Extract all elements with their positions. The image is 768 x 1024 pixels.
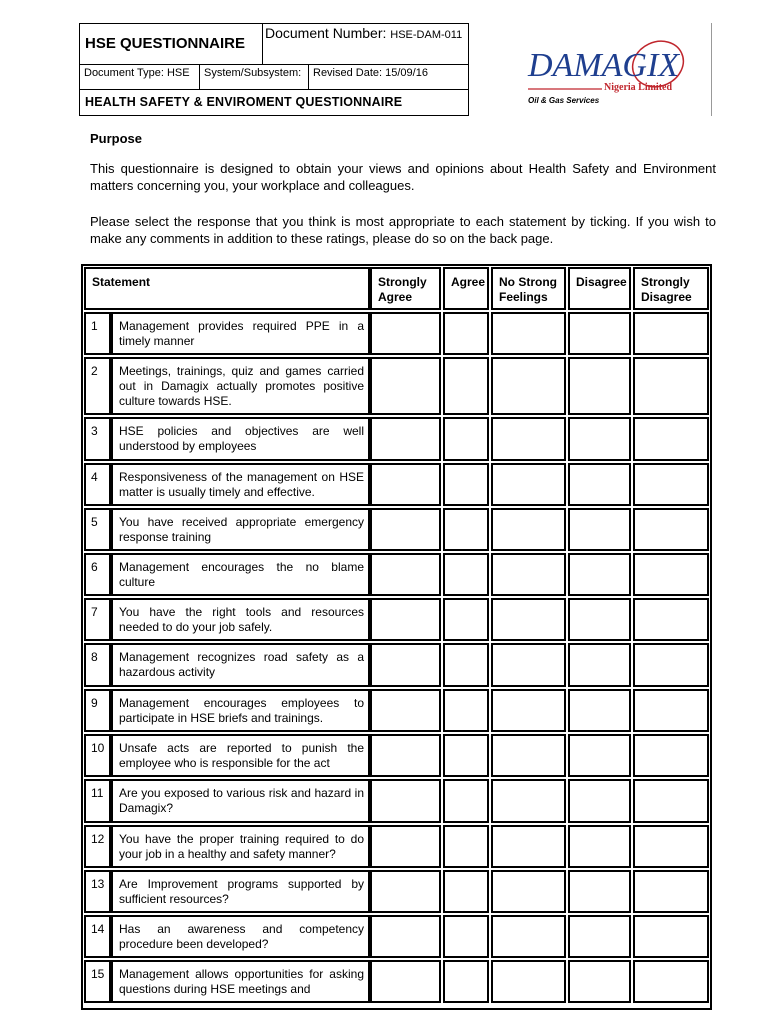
response-cell[interactable] <box>491 463 566 506</box>
statement-text: Management provides required PPE in a timely manner <box>111 312 370 355</box>
response-cell[interactable] <box>443 825 489 868</box>
response-cell[interactable] <box>370 417 441 461</box>
column-header: Strongly Disagree <box>633 267 709 310</box>
divider <box>308 64 309 89</box>
logo-subtitle: Nigeria Limited <box>604 82 673 93</box>
response-cell[interactable] <box>633 825 709 868</box>
response-cell[interactable] <box>568 689 631 732</box>
response-cell[interactable] <box>568 915 631 958</box>
system-subsystem: System/Subsystem: <box>204 67 302 79</box>
revised-date: Revised Date: 15/09/16 <box>313 67 428 79</box>
document-title: HSE QUESTIONNAIRE <box>85 35 246 52</box>
response-cell[interactable] <box>370 960 441 1003</box>
response-cell[interactable] <box>491 553 566 596</box>
response-cell[interactable] <box>443 463 489 506</box>
response-cell[interactable] <box>633 463 709 506</box>
response-cell[interactable] <box>568 870 631 913</box>
statement-text: Are you exposed to various risk and hazard in Damagix? <box>111 779 370 823</box>
row-number: 8 <box>84 643 111 687</box>
response-cell[interactable] <box>370 779 441 823</box>
response-cell[interactable] <box>443 689 489 732</box>
response-cell[interactable] <box>568 960 631 1003</box>
response-cell[interactable] <box>633 734 709 777</box>
row-number: 15 <box>84 960 111 1003</box>
row-number: 12 <box>84 825 111 868</box>
statement-text: Management encourages the no blame culture <box>111 553 370 596</box>
document-type: Document Type: HSE <box>84 67 190 79</box>
response-cell[interactable] <box>491 689 566 732</box>
column-header: Strongly Agree <box>370 267 441 310</box>
logo-tagline: Oil & Gas Services <box>528 96 600 105</box>
response-cell[interactable] <box>370 357 441 415</box>
response-cell[interactable] <box>443 915 489 958</box>
purpose-heading: Purpose <box>90 131 143 146</box>
statement-text: You have the proper training required to do your job in a healthy and safety manner? <box>111 825 370 868</box>
response-cell[interactable] <box>443 734 489 777</box>
statement-text: Meetings, trainings, quiz and games carried out in Damagix actually promotes positive culture towards HSE. <box>111 357 370 415</box>
row-number: 11 <box>84 779 111 823</box>
column-header: Disagree <box>568 267 631 310</box>
response-cell[interactable] <box>370 825 441 868</box>
purpose-paragraph-2: Please select the response that you think is most appropriate to each statement by ticking. If you wish to make any comments in addition to these ratings, please do so on the back page. <box>90 214 716 246</box>
response-cell[interactable] <box>370 598 441 641</box>
response-cell[interactable] <box>633 598 709 641</box>
response-cell[interactable] <box>443 553 489 596</box>
response-cell[interactable] <box>491 779 566 823</box>
response-cell[interactable] <box>633 312 709 355</box>
row-number: 13 <box>84 870 111 913</box>
statement-text: Has an awareness and competency procedure been developed? <box>111 915 370 958</box>
document-subtitle: HEALTH SAFETY & ENVIROMENT QUESTIONNAIRE <box>85 95 403 109</box>
response-cell[interactable] <box>443 643 489 687</box>
row-number: 14 <box>84 915 111 958</box>
statement-text: HSE policies and objectives are well understood by employees <box>111 417 370 461</box>
response-cell[interactable] <box>568 598 631 641</box>
response-cell[interactable] <box>568 312 631 355</box>
response-cell[interactable] <box>568 825 631 868</box>
response-cell[interactable] <box>633 417 709 461</box>
response-cell[interactable] <box>491 734 566 777</box>
purpose-paragraph-1: This questionnaire is designed to obtain your views and opinions about Health Safety and Environment matters concerning you, your workplace and colleagues. <box>90 161 716 193</box>
logo-name: DAMAGIX <box>528 47 680 84</box>
response-cell[interactable] <box>568 734 631 777</box>
header-row-2 <box>80 64 468 90</box>
document-number-label: Document Number: <box>265 25 387 41</box>
response-cell[interactable] <box>370 689 441 732</box>
response-cell[interactable] <box>370 312 441 355</box>
response-cell[interactable] <box>568 643 631 687</box>
response-cell[interactable] <box>491 960 566 1003</box>
document-header <box>79 23 469 116</box>
response-cell[interactable] <box>633 960 709 1003</box>
response-cell[interactable] <box>370 553 441 596</box>
row-number: 10 <box>84 734 111 777</box>
response-cell[interactable] <box>568 357 631 415</box>
response-cell[interactable] <box>370 734 441 777</box>
statement-text: Management allows opportunities for asking questions during HSE meetings and <box>111 960 370 1003</box>
response-cell[interactable] <box>568 553 631 596</box>
response-cell[interactable] <box>491 870 566 913</box>
response-cell[interactable] <box>491 643 566 687</box>
divider <box>199 64 200 89</box>
response-cell[interactable] <box>633 553 709 596</box>
header-row-1 <box>80 24 468 65</box>
response-cell[interactable] <box>370 508 441 551</box>
response-cell[interactable] <box>443 508 489 551</box>
document-number-value: HSE-DAM-011 <box>390 29 463 41</box>
response-cell[interactable] <box>443 598 489 641</box>
response-cell[interactable] <box>568 779 631 823</box>
row-number: 3 <box>84 417 111 461</box>
response-cell[interactable] <box>568 463 631 506</box>
column-header: No Strong Feelings <box>491 267 566 310</box>
response-cell[interactable] <box>443 870 489 913</box>
response-cell[interactable] <box>443 417 489 461</box>
row-number: 1 <box>84 312 111 355</box>
response-cell[interactable] <box>633 643 709 687</box>
response-cell[interactable] <box>491 417 566 461</box>
statement-text: Are Improvement programs supported by sufficient resources? <box>111 870 370 913</box>
response-cell[interactable] <box>443 960 489 1003</box>
response-cell[interactable] <box>568 508 631 551</box>
response-cell[interactable] <box>443 357 489 415</box>
row-number: 9 <box>84 689 111 732</box>
response-cell[interactable] <box>633 357 709 415</box>
statement-text: Management recognizes road safety as a hazardous activity <box>111 643 370 687</box>
statement-text: Unsafe acts are reported to punish the employee who is responsible for the act <box>111 734 370 777</box>
response-cell[interactable] <box>633 689 709 732</box>
row-number: 2 <box>84 357 111 415</box>
column-header: Statement <box>84 267 370 310</box>
response-cell[interactable] <box>370 643 441 687</box>
document-number <box>265 26 465 43</box>
response-cell[interactable] <box>491 312 566 355</box>
response-cell[interactable] <box>370 915 441 958</box>
company-logo <box>520 28 715 113</box>
statement-text: Responsiveness of the management on HSE matter is usually timely and effective. <box>111 463 370 506</box>
logo-border <box>711 23 712 116</box>
statement-text: Management encourages employees to participate in HSE briefs and trainings. <box>111 689 370 732</box>
response-cell[interactable] <box>633 508 709 551</box>
response-cell[interactable] <box>370 870 441 913</box>
response-cell[interactable] <box>568 417 631 461</box>
response-cell[interactable] <box>491 508 566 551</box>
response-cell[interactable] <box>633 870 709 913</box>
row-number: 5 <box>84 508 111 551</box>
statement-text: You have received appropriate emergency response training <box>111 508 370 551</box>
response-cell[interactable] <box>491 825 566 868</box>
header-row-3 <box>80 89 468 115</box>
response-cell[interactable] <box>491 915 566 958</box>
row-number: 7 <box>84 598 111 641</box>
row-number: 4 <box>84 463 111 506</box>
row-number: 6 <box>84 553 111 596</box>
response-cell[interactable] <box>633 779 709 823</box>
column-header: Agree <box>443 267 489 310</box>
response-cell[interactable] <box>491 598 566 641</box>
response-cell[interactable] <box>443 779 489 823</box>
divider <box>262 24 263 64</box>
response-cell[interactable] <box>491 357 566 415</box>
statement-text: You have the right tools and resources needed to do your job safely. <box>111 598 370 641</box>
response-cell[interactable] <box>443 312 489 355</box>
response-cell[interactable] <box>370 463 441 506</box>
response-cell[interactable] <box>633 915 709 958</box>
